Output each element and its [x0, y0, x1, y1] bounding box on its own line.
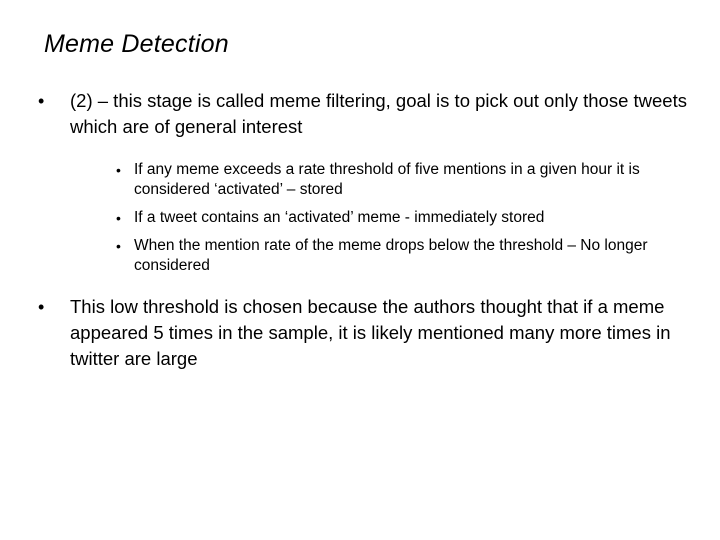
- slide-body: [36, 88, 696, 372]
- sub-bullet-dot-icon: •: [116, 162, 121, 178]
- bullet-block-1: [36, 88, 696, 276]
- sub-bullet-dot-icon: •: [116, 238, 121, 254]
- bullet-text: (2) – this stage is called meme filtering, goal is to pick out only those tweets which are of general interest: [70, 90, 687, 137]
- bullet-item: [36, 88, 696, 140]
- bullet-dot-icon: •: [38, 91, 45, 111]
- bullet-text: This low threshold is chosen because the authors thought that if a meme appeared 5 times in the sample, it is likely mentioned many more times in twitter are large: [70, 296, 671, 369]
- sub-bullet-text: If a tweet contains an ‘activated’ meme - immediately stored: [134, 209, 545, 226]
- bullet-dot-icon: •: [38, 297, 45, 317]
- sub-bullet-dot-icon: •: [116, 210, 121, 226]
- bullet-block-2: [36, 294, 696, 372]
- bullet-item: [36, 294, 696, 372]
- sub-bullet-item: [114, 208, 696, 228]
- slide-title: Meme Detection: [44, 30, 229, 58]
- sub-bullet-text: If any meme exceeds a rate threshold of five mentions in a given hour it is considered ‘activated’ – stored: [134, 161, 640, 198]
- sub-bullet-list: [36, 160, 696, 276]
- sub-bullet-text: When the mention rate of the meme drops below the threshold – No longer considered: [134, 237, 648, 274]
- sub-bullet-item: [114, 236, 696, 276]
- sub-bullet-item: [114, 160, 696, 200]
